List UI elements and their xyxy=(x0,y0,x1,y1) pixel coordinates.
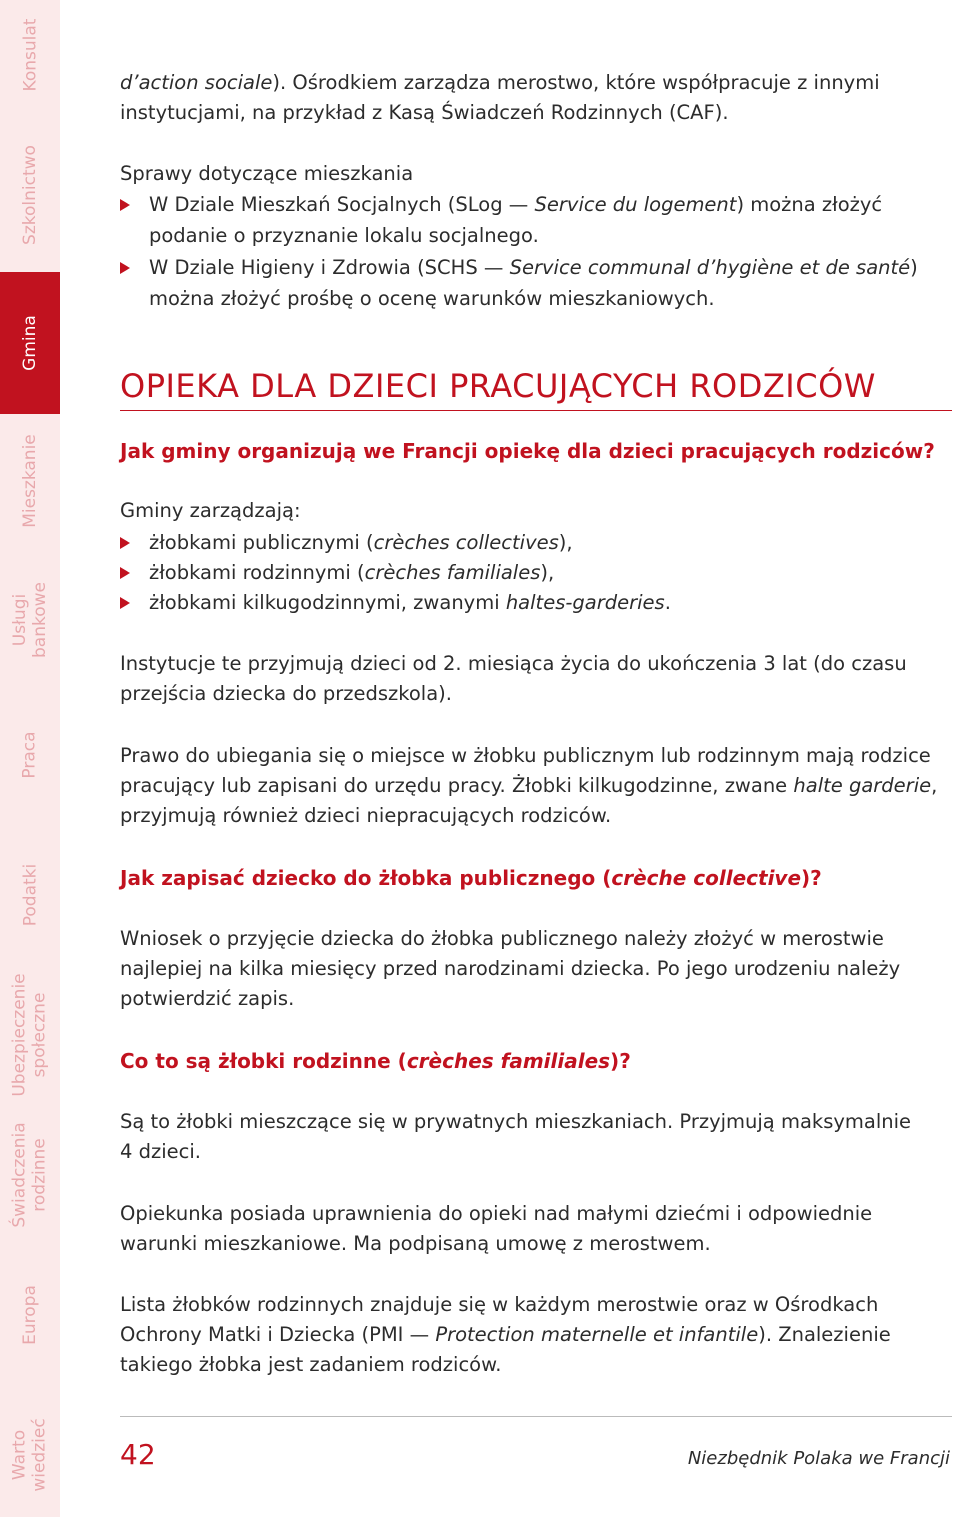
paragraph-line xyxy=(120,771,952,801)
sidebar-item-podatki[interactable] xyxy=(0,840,60,950)
sidebar-item-label: Usługi bankowe xyxy=(10,581,51,658)
bullet-arrow-icon xyxy=(120,199,130,211)
section-heading: OPIEKA DLA DZIECI PRACUJĄCYCH RODZICÓW xyxy=(120,367,876,405)
italic-term: d’action sociale xyxy=(120,71,273,94)
sidebar-item-label: Szkolnictwo xyxy=(20,145,40,245)
intro-paragraph-line xyxy=(120,68,952,98)
text-span: ) można złożyć xyxy=(736,193,883,216)
bullet-arrow-icon xyxy=(120,537,130,549)
paragraph-line: Wniosek o przyjęcie dziecka do żłobka publicznego należy złożyć w merostwie xyxy=(120,927,884,950)
sidebar-item-label: Ubezpieczenie społeczne xyxy=(10,973,50,1097)
text-span: ), xyxy=(558,531,573,554)
text-span: żłobkami kilkugodzinnymi, zwanymi xyxy=(149,591,506,614)
paragraph-line: Są to żłobki mieszczące się w prywatnych mieszkaniach. Przyjmują maksymalnie xyxy=(120,1110,912,1133)
text-span: )? xyxy=(610,1049,631,1073)
italic-term: crèches collectives xyxy=(373,531,559,554)
paragraph-line xyxy=(120,1320,952,1350)
list-item-continuation: podanie o przyznanie lokalu socjalnego. xyxy=(149,224,539,247)
text-span: W Dziale Higieny i Zdrowia (SCHS — xyxy=(149,256,510,279)
housing-section-title: Sprawy dotyczące mieszkania xyxy=(120,162,414,185)
paragraph-line: takiego żłobka jest zadaniem rodziców. xyxy=(120,1353,502,1376)
paragraph-line: warunki mieszkaniowe. Ma podpisaną umowę z merostwem. xyxy=(120,1232,711,1255)
sidebar-item-mieszkanie[interactable] xyxy=(0,416,60,546)
sidebar-item-konsulat[interactable] xyxy=(0,0,60,110)
text-span: ). Znalezienie xyxy=(758,1323,891,1346)
sidebar-item-label: Konsulat xyxy=(20,18,41,92)
paragraph: Gminy zarządzają: xyxy=(120,499,301,522)
question-heading: Jak gminy organizują we Francji opiekę dla dzieci pracujących rodziców? xyxy=(120,439,935,463)
italic-term: Protection maternelle et infantile xyxy=(435,1323,759,1346)
paragraph-line: Lista żłobków rodzinnych znajduje się w każdym merostwie oraz w Ośrodkach xyxy=(120,1293,879,1316)
sidebar-item-swiadczenia-rodzinne[interactable] xyxy=(0,1110,60,1240)
italic-term: crèches familiales xyxy=(406,1049,611,1073)
text-span: żłobkami rodzinnymi ( xyxy=(149,561,365,584)
sidebar-item-label: Gmina xyxy=(20,315,40,371)
sidebar-item-label: Świadczenia rodzinne xyxy=(10,1122,50,1228)
text-span: , xyxy=(931,774,938,797)
italic-term: Service communal d’hygiène et de santé xyxy=(509,256,911,279)
text-span: ) xyxy=(910,256,918,279)
bullet-arrow-icon xyxy=(120,567,130,579)
bullet-arrow-icon xyxy=(120,262,130,274)
publication-title: Niezbędnik Polaka we Francji xyxy=(687,1448,950,1469)
question-heading xyxy=(120,1046,952,1076)
text-span: )? xyxy=(801,866,822,890)
intro-paragraph-line: instytucjami, na przykład z Kasą Świadczeń Rodzinnych (CAF). xyxy=(120,101,729,124)
sidebar-item-praca[interactable] xyxy=(0,700,60,810)
text-span: pracujący lub zapisani do urzędu pracy. Żłobki kilkugodzinne, zwane xyxy=(120,774,794,797)
italic-term: Service du logement xyxy=(534,193,737,216)
paragraph-line: przejścia dziecka do przedszkola). xyxy=(120,682,452,705)
sidebar-item-label: Podatki xyxy=(20,863,40,927)
side-navigation xyxy=(0,0,60,1517)
sidebar-item-szkolnictwo[interactable] xyxy=(0,120,60,270)
text-span: W Dziale Mieszkań Socjalnych (SLog — xyxy=(149,193,535,216)
sidebar-item-label: Praca xyxy=(20,731,40,779)
sidebar-item-europa[interactable] xyxy=(0,1260,60,1370)
italic-term: halte garderie xyxy=(793,774,932,797)
sidebar-item-gmina[interactable] xyxy=(0,272,60,414)
text-span: ), xyxy=(540,561,555,584)
sidebar-item-ubezpieczenie-spoleczne[interactable] xyxy=(0,965,60,1105)
sidebar-item-label: Warto wiedzieć xyxy=(10,1418,51,1492)
footer-divider xyxy=(120,1416,952,1417)
text-span: ). Ośrodkiem zarządza merostwo, które współpracuje z innymi xyxy=(272,71,880,94)
sidebar-item-label: Europa xyxy=(20,1285,40,1345)
paragraph-line: najlepiej na kilka miesięcy przed narodzinami dziecka. Po jego urodzeniu należy xyxy=(120,957,901,980)
text-span: . xyxy=(664,591,671,614)
text-span: Co to są żłobki rodzinne ( xyxy=(120,1049,407,1073)
page-number: 42 xyxy=(120,1438,156,1471)
paragraph-line: przyjmują również dzieci niepracujących rodziców. xyxy=(120,804,612,827)
italic-term: crèche collective xyxy=(611,866,802,890)
question-heading xyxy=(120,863,952,893)
text-span: Jak zapisać dziecko do żłobka publicznego ( xyxy=(120,866,612,890)
paragraph-line: Opiekunka posiada uprawnienia do opieki nad małymi dziećmi i odpowiednie xyxy=(120,1202,873,1225)
italic-term: haltes-garderies xyxy=(505,591,665,614)
text-span: żłobkami publicznymi ( xyxy=(149,531,374,554)
paragraph-line: Instytucje te przyjmują dzieci od 2. miesiąca życia do ukończenia 3 lat (do czasu xyxy=(120,652,907,675)
paragraph-line: potwierdzić zapis. xyxy=(120,987,295,1010)
sidebar-item-uslugi-bankowe[interactable] xyxy=(0,560,60,680)
heading-divider xyxy=(120,410,952,411)
sidebar-item-warto-wiedziec[interactable] xyxy=(0,1400,60,1510)
paragraph-line: Prawo do ubiegania się o miejsce w żłobku publicznym lub rodzinnym mają rodzice xyxy=(120,744,931,767)
sidebar-item-label: Mieszkanie xyxy=(20,434,40,528)
italic-term: crèches familiales xyxy=(364,561,541,584)
text-span: Ochrony Matki i Dziecka (PMI — xyxy=(120,1323,436,1346)
paragraph-line: 4 dzieci. xyxy=(120,1140,201,1163)
bullet-arrow-icon xyxy=(120,597,130,609)
list-item-continuation: można złożyć prośbę o ocenę warunków mieszkaniowych. xyxy=(149,287,715,310)
